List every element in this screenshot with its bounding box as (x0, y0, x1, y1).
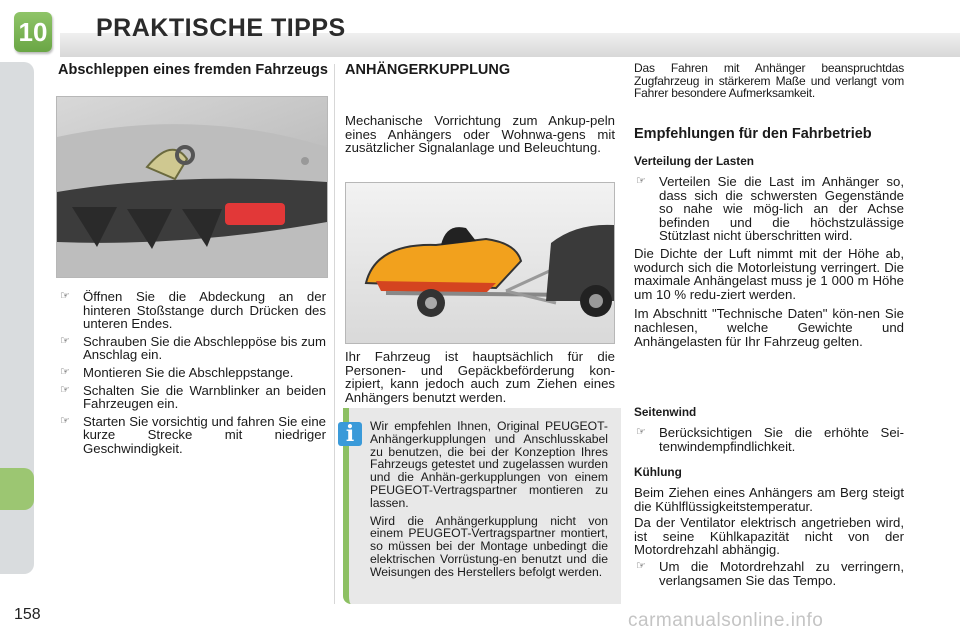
towing-step: ☞ Schrauben Sie die Abschleppöse bis zum Anschlag ein. (60, 333, 326, 363)
towing-step: ☞ Montieren Sie die Abschleppstange. (60, 364, 294, 380)
chapter-tab[interactable] (0, 468, 34, 510)
load-distribution-item: ☞ Verteilen Sie die Last im Anhänger so, dass sich die schwersten Gegenstände so nahe wie mög-lich an der Achse befinden und die höchstzulässige Stützlast nicht überschritten wird. (636, 174, 904, 244)
trailer-intro: Das Fahren mit Anhänger beanspruchtdas Zugfahrzeug in stärkerem Maße und verlangt vom Fahrer besondere Aufmerksamkeit. (634, 61, 904, 101)
driving-recommendations-heading: Empfehlungen für den Fahrbetrieb (634, 126, 872, 142)
cooling-text-1: Beim Ziehen eines Anhängers am Berg steigt die Kühlflüssigkeitstemperatur. (634, 485, 904, 514)
trailer-photo (345, 182, 615, 344)
info-text (370, 420, 608, 584)
crosswind-title: Seitenwind (634, 405, 697, 419)
arrow-bullet-icon: ☞ (636, 559, 646, 572)
towing-eye-photo (56, 96, 328, 278)
load-distribution-title: Verteilung der Lasten (634, 154, 754, 168)
arrow-bullet-icon: ☞ (60, 365, 70, 378)
chapter-number: 10 (14, 12, 52, 52)
towbar-usage: Ihr Fahrzeug ist hauptsächlich für die Personen- und Gepäckbeförderung kon-zipiert, kann jedoch auch zum Ziehen eines Anhängers benutzt werden. (345, 349, 615, 405)
page-number: 158 (14, 606, 41, 623)
towing-step: ☞ Starten Sie vorsichtig und fahren Sie eine kurze Strecke mit niedriger Geschwindigkeit. (60, 413, 326, 456)
arrow-bullet-icon: ☞ (60, 414, 70, 427)
cooling-item: ☞ Um die Motordrehzahl zu verringern, verlangsamen Sie das Tempo. (636, 558, 904, 588)
towbar-intro: Mechanische Vorrichtung zum Ankup-peln eines Anhängers oder Wohnwa-gens mit zusätzlicher Signalanlage und Beleuchtung. (345, 113, 615, 156)
arrow-bullet-icon: ☞ (60, 334, 70, 347)
towbar-heading: ANHÄNGERKUPPLUNG (345, 62, 511, 78)
info-paragraph-1: Wir empfehlen Ihnen, Original PEUGEOT-Anhängerkupplungen und Anschlusskabel zu benutzen, die bei der Konzeption Ihres Fahrzeugs getestet und zugelassen wurden und die Anhän-gerkupplungen von einem PEUGEOT-Vertragspartner montieren zu lassen. (370, 419, 608, 510)
arrow-bullet-icon: ☞ (636, 175, 646, 187)
arrow-bullet-icon: ☞ (60, 383, 70, 396)
towing-heading: Abschleppen eines fremden Fahrzeugs (58, 62, 328, 78)
arrow-bullet-icon: ☞ (636, 426, 646, 438)
cooling-text-2: Da der Ventilator elektrisch angetrieben wird, ist seine Kühlkapazität nicht von der Motordrehzahl abhängig. (634, 515, 904, 558)
arrow-bullet-icon: ☞ (60, 290, 70, 302)
page-title: PRAKTISCHE TIPPS (96, 14, 346, 42)
info-paragraph-2: Wird die Anhängerkupplung nicht von einem PEUGEOT-Vertragspartner montiert, so müssen bei der Montage unbedingt die elektrischen Vorrüstung-en benutzt und die Weisungen des Herstellers befolgt werden. (370, 513, 608, 579)
cooling-title: Kühlung (634, 465, 682, 479)
column-divider (334, 64, 335, 604)
crosswind-item: ☞ Berücksichtigen Sie die erhöhte Sei-tenwindempfindlichkeit. (636, 425, 904, 454)
air-density-text: Die Dichte der Luft nimmt mit der Höhe ab, wodurch sich die Motorleistung verringert. Die maximale Anhängelast muss je 1 000 m Höhe um 10 % redu-ziert werden. (634, 245, 904, 302)
technical-data-text: Im Abschnitt "Technische Daten" kön-nen Sie nachlesen, welche Gewichte und Anhängelasten für Ihr Fahrzeug gelten. (634, 306, 904, 349)
towing-step: ☞ Öffnen Sie die Abdeckung an der hinteren Stoßstange durch Drücken des unteren Endes. (60, 289, 326, 332)
towing-step: ☞ Schalten Sie die Warnblinker an beiden Fahrzeugen ein. (60, 382, 326, 412)
info-icon: i (338, 422, 362, 446)
watermark: carmanualsonline.info (628, 610, 824, 631)
